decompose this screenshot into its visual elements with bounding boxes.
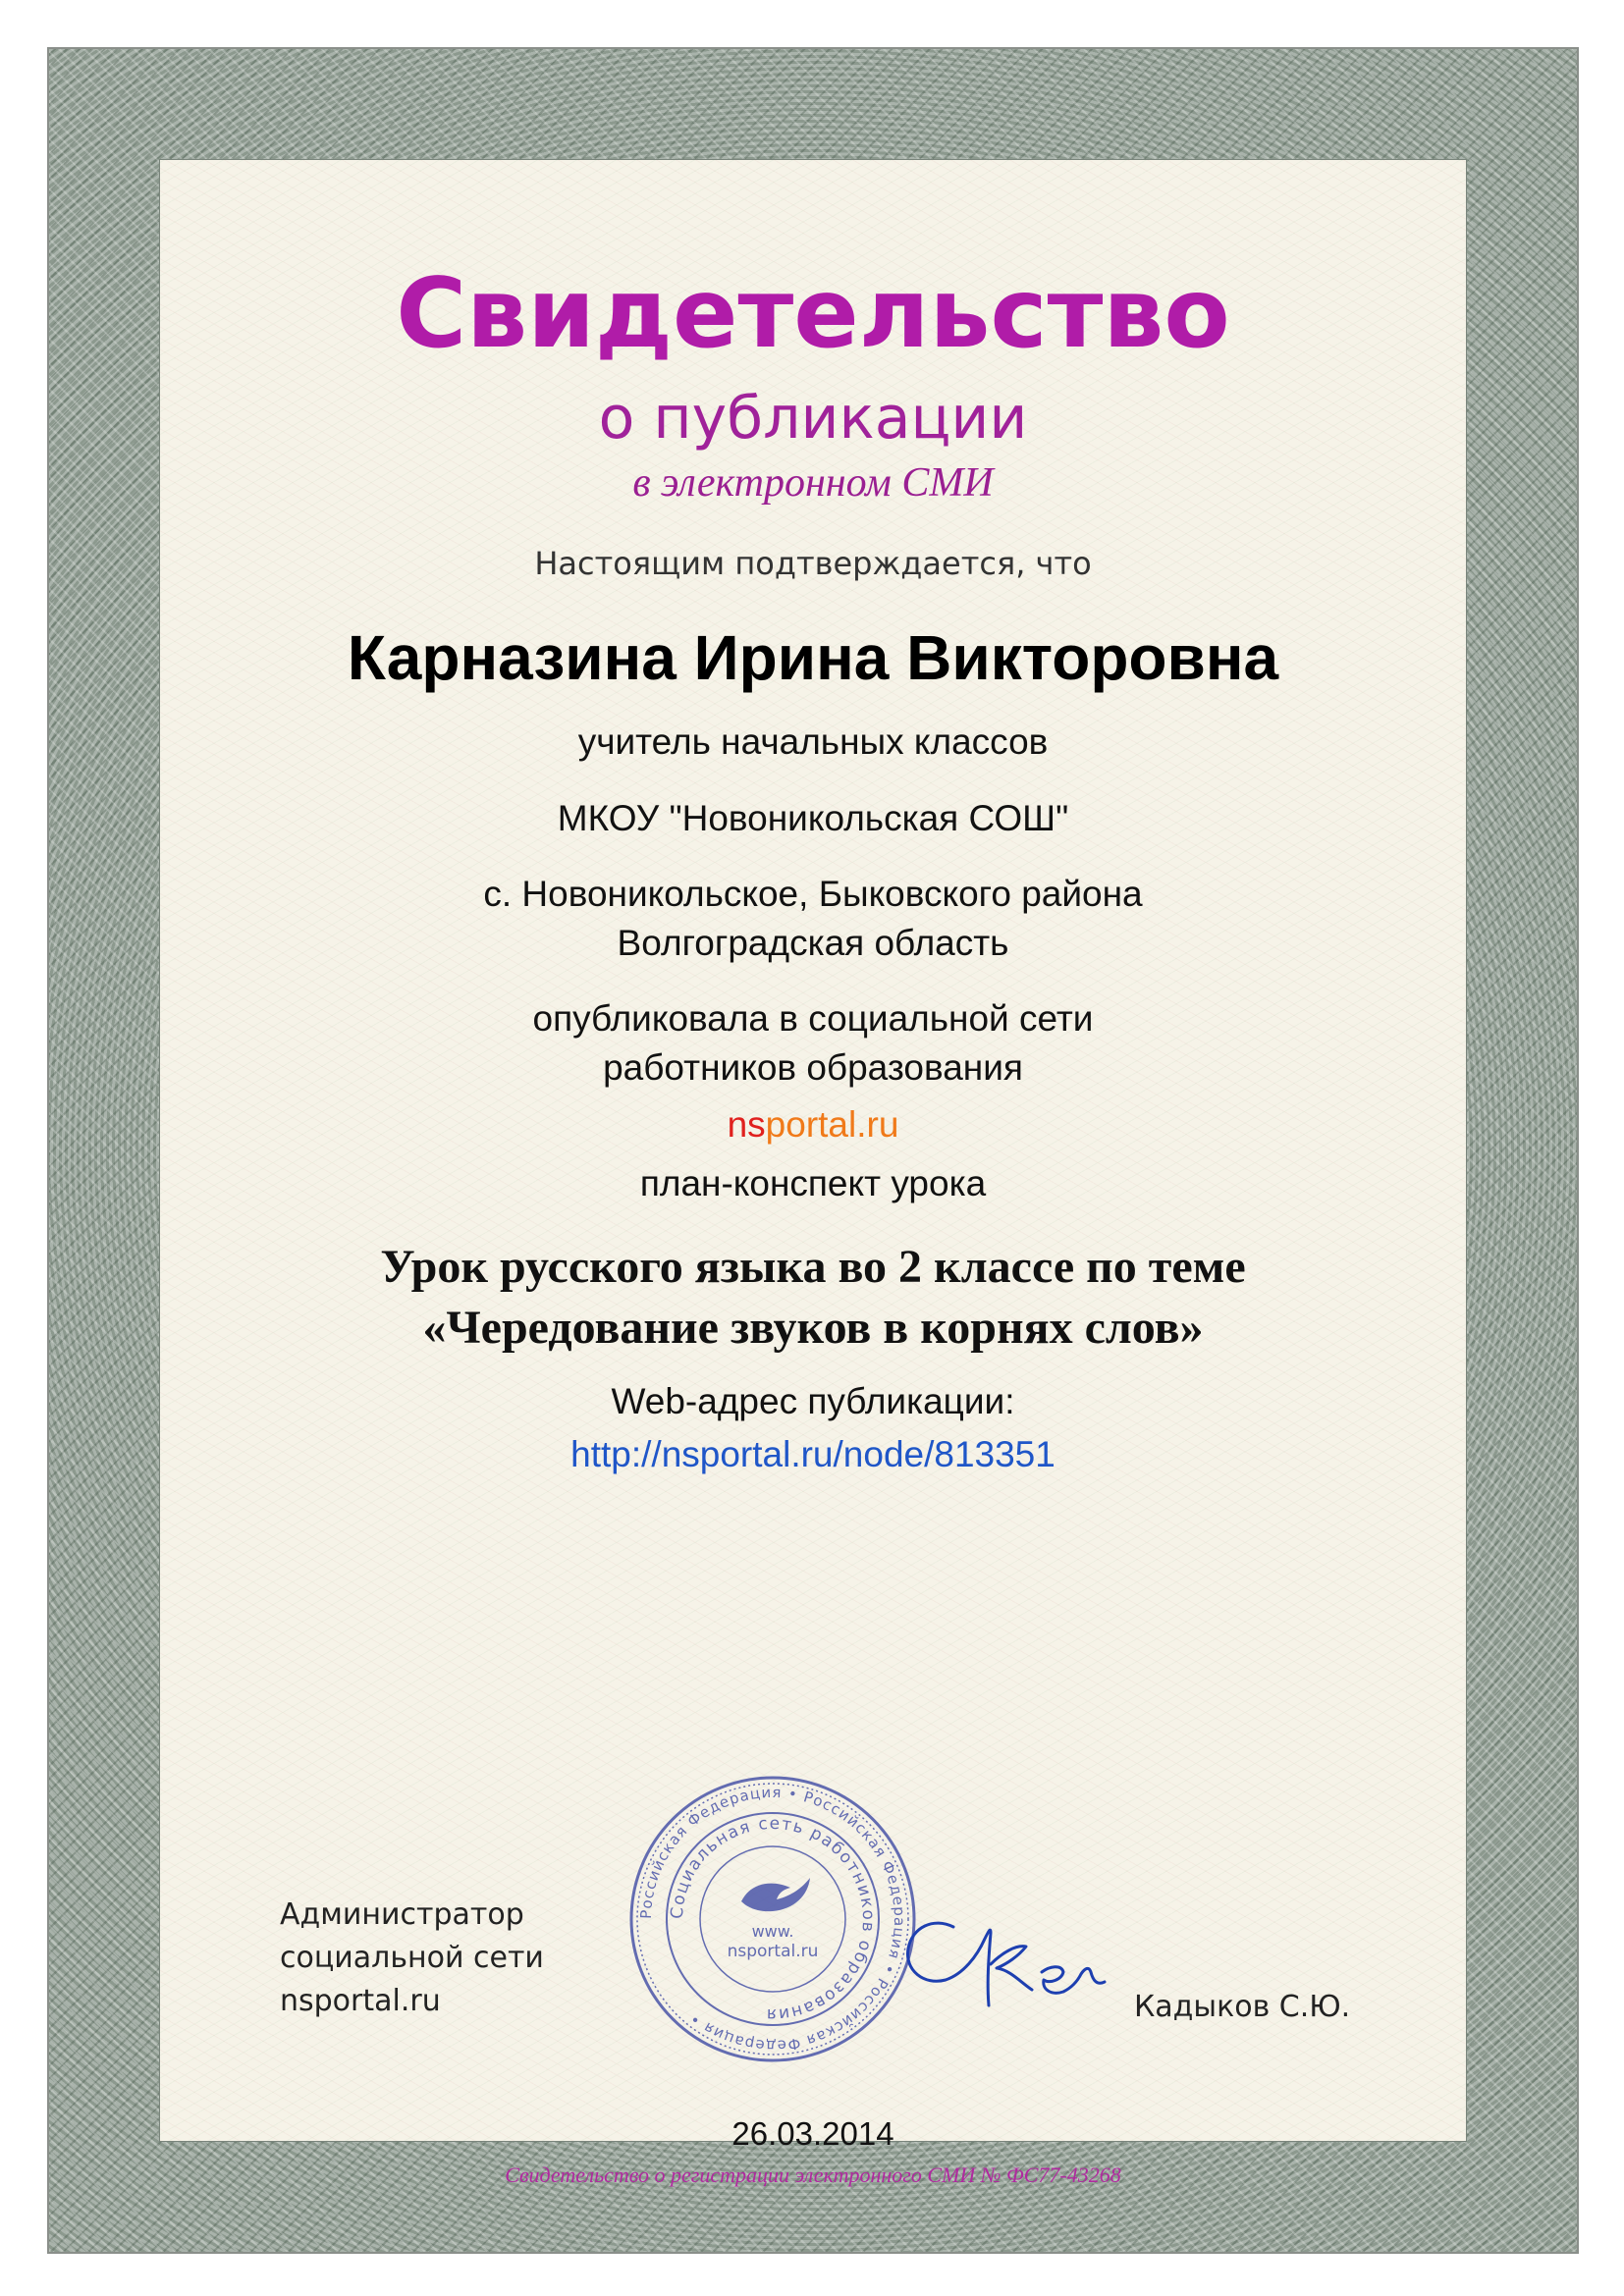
certificate-body [159,159,1467,2187]
site-name-prefix: ns [727,1104,766,1145]
stamp-outer-text: Российская Федерация • Российская Федерация • Российская Федерация • [636,1783,909,2056]
stamp-site: nsportal.ru [727,1942,819,1961]
admin-line-3: nsportal.ru [280,1984,441,2018]
work-title-line-1: Урок русского языка во 2 классе по теме [380,1241,1246,1293]
stamp-inner-text: Социальная сеть работников образования [667,1813,879,2025]
web-address-link[interactable]: http://nsportal.ru/node/813351 [570,1434,1056,1474]
certificate-subtitle: о публикации [598,384,1028,453]
administrator-block [280,1894,544,2023]
confirm-text: Настоящим подтверждается, что [534,545,1092,582]
recipient-school: МКОУ "Новоникольская СОШ" [557,798,1069,838]
published-line-2: работников образования [603,1047,1023,1088]
recipient-village: с. Новоникольское, Быковского района [483,874,1143,914]
media-line: в электронном СМИ [632,460,994,506]
site-logo-text [160,1104,1466,1146]
recipient-region: Волгоградская область [617,923,1009,963]
work-type: план-конспект урока [639,1163,987,1203]
admin-line-1: Администратор [280,1897,524,1932]
registration-note: Свидетельство о регистрации электронного СМИ № ФС77-43268 [505,2163,1121,2187]
admin-line-2: социальной сети [280,1941,544,1975]
site-name-suffix: portal.ru [765,1104,899,1145]
recipient-position: учитель начальных классов [577,721,1049,762]
work-title-line-2: «Чередование звуков в корнях слов» [422,1302,1204,1354]
published-line-1: опубликовала в социальной сети [532,998,1094,1039]
recipient-name: Карназина Ирина Викторовна [347,622,1279,693]
certificate-title: Свидетельство [396,258,1230,370]
official-stamp [625,1772,920,2066]
dove-icon [741,1878,810,1911]
stamp-www: www. [751,1922,794,1941]
web-address-label: Web-адрес публикации: [611,1381,1015,1421]
issue-date: 26.03.2014 [731,2115,894,2152]
svg-text:Социальная сеть работников обр [668,1814,878,2024]
certificate-frame [47,47,1579,2254]
signer-name: Кадыков С.Ю. [1134,1990,1351,2024]
